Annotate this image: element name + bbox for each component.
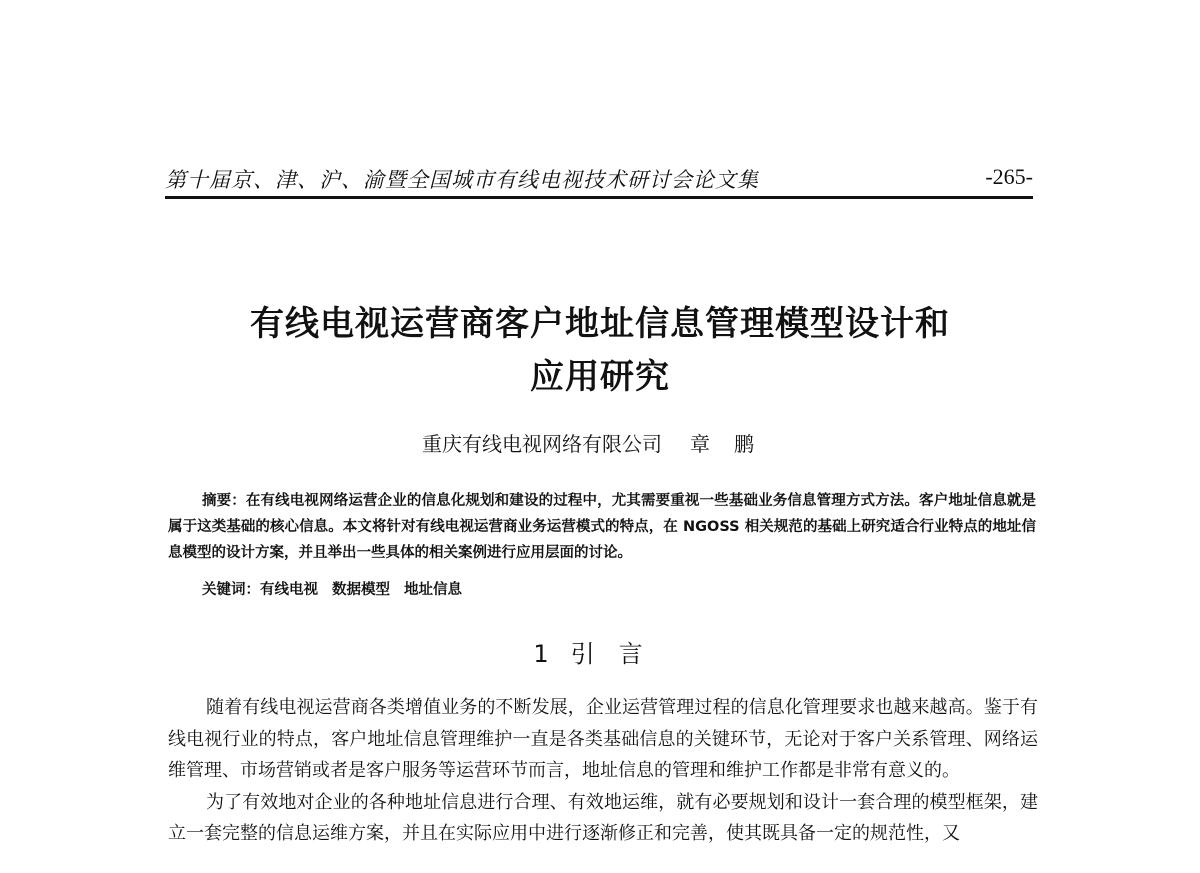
proceedings-title: 第十届京、津、沪、渝暨全国城市有线电视技术研讨会论文集 xyxy=(165,168,759,192)
page-number: -265- xyxy=(985,164,1033,189)
author-name: 章鹏 xyxy=(690,432,778,456)
body-text xyxy=(168,692,1038,850)
keywords xyxy=(202,578,476,599)
section-title: 引言 xyxy=(570,640,667,668)
section-number: 1 xyxy=(533,640,549,668)
paragraph: 随着有线电视运营商各类增值业务的不断发展，企业运营管理过程的信息化管理要求也越来越高。鉴于有线电视行业的特点，客户地址信息管理维护一直是各类基础信息的关键环节，无论对于客户关系管理、网络运维管理、市场营销或者是客户服务等运营环节而言，地址信息的管理和维护工作都是非常有意义的。 xyxy=(168,697,1038,781)
paragraph: 为了有效地对企业的各种地址信息进行合理、有效地运维，就有必要规划和设计一套合理的模型框架，建立一套完整的信息运维方案，并且在实际应用中进行逐渐修正和完善，使其既具备一定的规范性，又 xyxy=(168,791,1038,844)
affiliation: 重庆有线电视网络有限公司 xyxy=(422,432,662,456)
byline xyxy=(150,428,1050,457)
keyword: 地址信息 xyxy=(404,582,462,598)
paper-title-line-1: 有线电视运营商客户地址信息管理模型设计和 xyxy=(250,304,950,344)
keyword: 数据模型 xyxy=(332,582,390,598)
section-heading xyxy=(150,634,1050,669)
abstract: 摘要：在有线电视网络运营企业的信息化规划和建设的过程中，尤其需要重视一些基础业务信息管理方式方法。客户地址信息就是属于这类基础的核心信息。本文将针对有线电视运营商业务运营模式的特点，在 NGOSS 相关规范的基础上研究适合行业特点的地址信息模型的设计方案，并且举出一些具体的相关案例进行应用层面的讨论。 xyxy=(168,493,1036,561)
running-head xyxy=(165,162,1033,199)
keywords-label: 关键词： xyxy=(202,582,260,598)
paper-title-line-2: 应用研究 xyxy=(530,357,670,397)
keyword: 有线电视 xyxy=(260,582,318,598)
